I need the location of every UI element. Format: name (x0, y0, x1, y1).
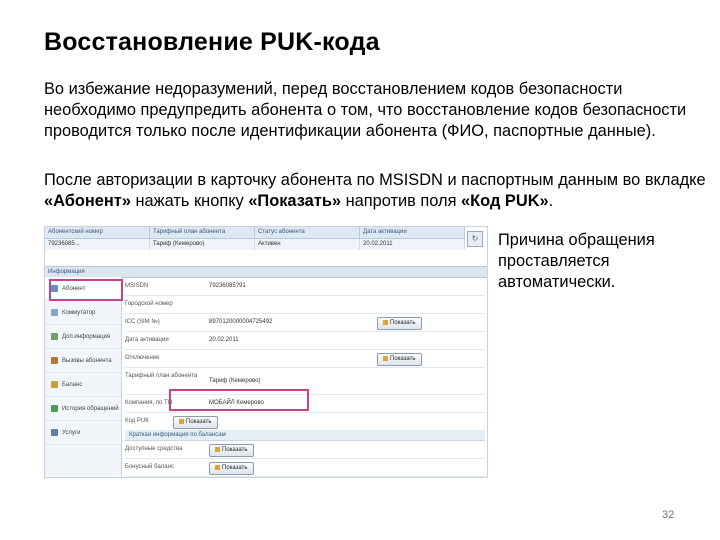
header-value: Тариф (Кемерово) (150, 239, 255, 250)
field-label: Доступные средства (125, 446, 183, 452)
button-label: Показать (222, 447, 248, 453)
button-label: Показать (390, 356, 416, 362)
history-icon (51, 405, 58, 412)
show-funds-button[interactable] (209, 444, 254, 457)
instruction-button-name: «Показать» (248, 192, 342, 210)
header-label: Тарифный план абонента (150, 227, 255, 238)
form-row-msisdn (125, 278, 485, 296)
refresh-icon[interactable]: ↻ (467, 231, 483, 247)
form-row-bonus-balance (125, 459, 485, 477)
header-values (45, 239, 465, 250)
field-label: Дата активации (125, 337, 169, 343)
field-value: 79236085?91 (209, 283, 246, 289)
sidebar-item-label: Коммутатор (62, 309, 96, 316)
form-row-disconnect (125, 350, 485, 368)
sidebar-item-label: Доп.информация (62, 333, 111, 340)
sidebar-item-history[interactable] (45, 397, 121, 421)
show-icon (215, 465, 220, 470)
form-row-available-funds (125, 441, 485, 459)
instruction-field-name: «Код PUK» (461, 192, 549, 210)
sidebar (45, 277, 122, 477)
instruction-text-1: После авторизации в карточку абонента по MSISDN и паспортным данным во вкладке (44, 171, 706, 189)
show-icc-button[interactable] (377, 317, 422, 330)
sidebar-item-calls[interactable] (45, 349, 121, 373)
form-row-puk (125, 413, 485, 431)
reason-note: Причина обращения проставляется автоматически. (498, 231, 655, 291)
instruction-text-2: нажать кнопку (130, 192, 249, 210)
field-label: Компания, по ТП (125, 400, 173, 406)
info-section-bar: Информация (45, 266, 488, 278)
show-icon (179, 419, 184, 424)
services-icon (51, 429, 58, 436)
header-labels (45, 227, 465, 239)
show-puk-button[interactable] (173, 416, 218, 429)
field-value: Тариф (Кемерово) (209, 378, 261, 384)
show-disconnect-button[interactable] (377, 353, 422, 366)
sidebar-item-label: Абонент (62, 285, 86, 292)
sidebar-item-switch[interactable] (45, 301, 121, 325)
field-label: Бонусный баланс (125, 464, 174, 470)
show-icon (215, 447, 220, 452)
sidebar-item-services[interactable] (45, 421, 121, 445)
page-number: 32 (662, 509, 675, 521)
slide-title: Восстановление PUK-кода (44, 28, 380, 56)
field-label: Код PUK (125, 418, 150, 424)
show-icon (383, 356, 388, 361)
header-label: Статус абонента (255, 227, 360, 238)
field-label: MSISDN (125, 283, 149, 289)
sidebar-item-balance[interactable] (45, 373, 121, 397)
field-value: МОБАЙЛ Кемерово (209, 400, 264, 406)
subscriber-card-screenshot (44, 226, 488, 478)
form-row-city-number (125, 296, 485, 314)
instruction-paragraph (44, 170, 714, 212)
field-label: Тарифный план абонента (125, 373, 198, 379)
field-value: 8970120000004725492 (209, 319, 273, 325)
form-row-icc (125, 314, 485, 332)
sidebar-item-label: Баланс (62, 381, 83, 388)
sidebar-item-label: Вызовы абонента (62, 357, 112, 364)
show-icon (383, 320, 388, 325)
button-label: Показать (222, 465, 248, 471)
balance-icon (51, 381, 58, 388)
subscriber-form (125, 278, 485, 477)
show-bonus-button[interactable] (209, 462, 254, 475)
sidebar-item-label: Услуги (62, 429, 81, 436)
header-value: 79236085... (45, 239, 150, 250)
button-label: Показать (390, 320, 416, 326)
field-value: 20.02.2011 (209, 337, 239, 343)
balance-summary-bar: Краткая информация по балансам (125, 431, 485, 441)
field-label: Городской номер (125, 301, 173, 307)
header-label: Абонентский номер (45, 227, 150, 238)
sidebar-item-extra-info[interactable] (45, 325, 121, 349)
subscriber-header (45, 227, 487, 252)
puk-button-highlight (169, 389, 309, 411)
form-row-activation-date (125, 332, 485, 350)
instruction-text-4: . (548, 192, 554, 210)
button-label: Показать (186, 419, 212, 425)
header-label: Дата активации (360, 227, 465, 238)
header-value: Активен (255, 239, 360, 250)
subscriber-tab-highlight (49, 279, 123, 301)
header-value: 20.02.2011 (360, 239, 465, 250)
calls-icon (51, 357, 58, 364)
intro-paragraph: Во избежание недоразумений, перед восстановлением кодов безопасности необходимо предупредить абонента о том, что восстановление кодов безопасности проводится только после идентификации абонента (ФИО, паспортные данные). (44, 80, 687, 140)
info-icon (51, 333, 58, 340)
field-label: Отключение (125, 355, 160, 361)
instruction-tab-name: «Абонент» (44, 192, 131, 210)
switch-icon (51, 309, 58, 316)
sidebar-item-label: История обращений (62, 405, 119, 412)
instruction-text-3: напротив поля (341, 192, 462, 210)
field-label: ICC (SIM №) (125, 319, 160, 325)
